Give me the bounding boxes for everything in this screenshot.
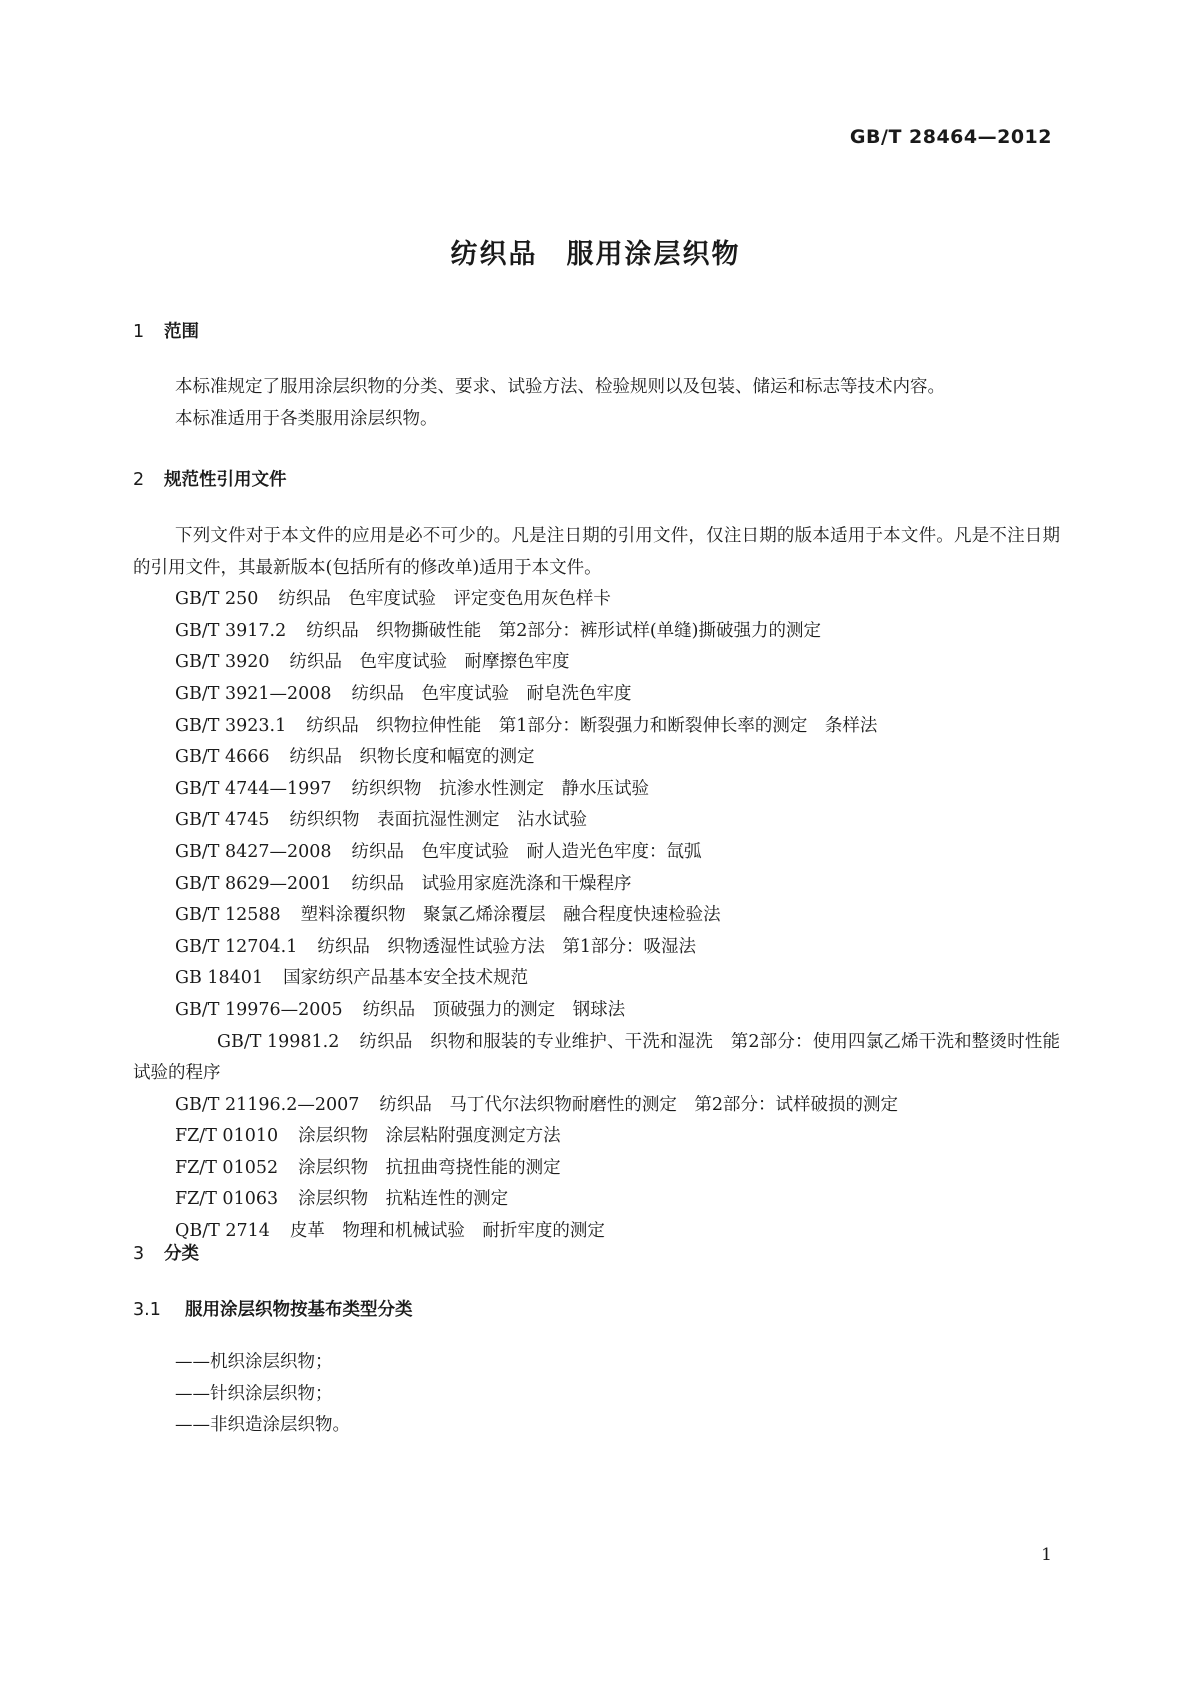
reference-code: QB/T 2714 [175,1221,270,1242]
reference-code: GB/T 8629—2001 [175,873,332,894]
reference-item [133,805,1060,837]
reference-title: 纺织织物 表面抗湿性测定 沾水试验 [289,810,588,831]
reference-code: FZ/T 01052 [175,1157,279,1178]
reference-title: 纺织品 色牢度试验 耐皂洗色牢度 [351,683,632,704]
reference-item [133,963,1060,995]
reference-code: FZ/T 01063 [175,1189,279,1210]
reference-title: 涂层织物 抗粘连性的测定 [298,1189,509,1210]
reference-title: 纺织品 织物撕破性能 第2部分：裤形试样(单缝)撕破强力的测定 [306,620,822,641]
subsection-title: 服用涂层织物按基布类型分类 [185,1300,413,1320]
paragraph: 本标准适用于各类服用涂层织物。 [175,408,438,429]
classification-list [133,1347,1060,1442]
reference-item [133,742,1060,774]
reference-code: GB/T 3923.1 [175,715,287,736]
list-item: ——机织涂层织物； [175,1352,333,1372]
subsection-3-1-heading [133,1296,413,1321]
reference-item [133,1216,1060,1248]
reference-item [133,711,1060,743]
reference-item [133,774,1060,806]
reference-title: 纺织品 色牢度试验 耐摩擦色牢度 [289,652,570,673]
section-title: 规范性引用文件 [164,470,287,490]
reference-item [133,869,1060,901]
reference-item [133,647,1060,679]
reference-code: FZ/T 01010 [175,1126,279,1147]
section-3-heading [133,1240,199,1265]
reference-item [133,1153,1060,1185]
reference-code: GB/T 4745 [175,810,270,831]
reference-code: GB/T 19976—2005 [175,999,343,1020]
reference-title: 纺织品 色牢度试验 耐人造光色牢度：氙弧 [351,841,702,862]
reference-item [133,1090,1060,1122]
section-number: 2 [133,470,145,490]
reference-code: GB/T 3920 [175,652,270,673]
section-number: 1 [133,322,145,342]
reference-code: GB/T 8427—2008 [175,841,332,862]
reference-code: GB/T 4666 [175,747,270,768]
page-number: 1 [1041,1545,1052,1565]
subsection-number: 3.1 [133,1300,161,1320]
reference-title: 纺织品 顶破强力的测定 钢球法 [362,999,626,1020]
reference-title: 纺织品 色牢度试验 评定变色用灰色样卡 [278,589,611,610]
list-item: ——针织涂层织物； [175,1383,333,1404]
reference-item [133,584,1060,616]
reference-item [133,679,1060,711]
reference-item [133,1184,1060,1216]
document-title: 纺织品 服用涂层织物 [450,239,741,270]
paragraph: 本标准规定了服用涂层织物的分类、要求、试验方法、检验规则以及包装、储运和标志等技术内容。 [175,377,945,397]
section-2-heading [133,466,287,491]
reference-code: GB/T 4744—1997 [175,778,332,799]
section-title: 范围 [164,322,199,342]
reference-item [133,616,1060,648]
section-2-body [133,521,1060,1248]
reference-list [133,584,1060,1247]
reference-code: GB/T 19981.2 [217,1031,340,1052]
reference-code: GB 18401 [175,968,264,989]
reference-title: 国家纺织产品基本安全技术规范 [283,968,529,989]
paragraph-intro: 下列文件对于本文件的应用是必不可少的。凡是注日期的引用文件，仅注日期的版本适用于本文件。凡是不注日期的引用文件，其最新版本(包括所有的修改单)适用于本文件。 [133,526,1060,578]
reference-item [133,837,1060,869]
reference-code: GB/T 12704.1 [175,936,298,957]
reference-code: GB/T 3917.2 [175,620,287,641]
reference-title: 涂层织物 涂层粘附强度测定方法 [298,1126,561,1147]
reference-title: 皮革 物理和机械试验 耐折牢度的测定 [289,1221,605,1242]
reference-title: 纺织品 马丁代尔法织物耐磨性的测定 第2部分：试样破损的测定 [379,1094,899,1115]
reference-title: 纺织品 织物长度和幅宽的测定 [289,747,535,768]
reference-item [133,900,1060,932]
section-number: 3 [133,1244,145,1264]
standard-number: GB/T 28464—2012 [849,126,1052,148]
list-item: ——非织造涂层织物。 [175,1415,350,1436]
reference-code: GB/T 3921—2008 [175,683,332,704]
reference-code: GB/T 250 [175,589,259,610]
reference-code: GB/T 12588 [175,905,281,926]
reference-item [133,1121,1060,1153]
reference-title: 塑料涂覆织物 聚氯乙烯涂覆层 融合程度快速检验法 [300,905,721,926]
reference-item [133,995,1060,1027]
section-1-body [133,372,1060,435]
reference-title: 纺织品 试验用家庭洗涤和干燥程序 [351,873,632,894]
reference-title: 纺织品 织物透湿性试验方法 第1部分：吸湿法 [317,936,696,957]
section-title: 分类 [164,1244,199,1264]
reference-title: 纺织织物 抗渗水性测定 静水压试验 [351,778,650,799]
section-1-heading [133,318,199,343]
reference-code: GB/T 21196.2—2007 [175,1094,360,1115]
reference-title: 纺织品 织物拉伸性能 第1部分：断裂强力和断裂伸长率的测定 条样法 [306,715,878,736]
reference-item [133,932,1060,964]
reference-title: 纺织品 织物和服装的专业维护、干洗和湿洗 第2部分：使用四氯乙烯干洗和整烫时性能试验的程序 [133,1031,1060,1084]
reference-item [133,1027,1060,1090]
reference-title: 涂层织物 抗扭曲弯挠性能的测定 [298,1157,561,1178]
